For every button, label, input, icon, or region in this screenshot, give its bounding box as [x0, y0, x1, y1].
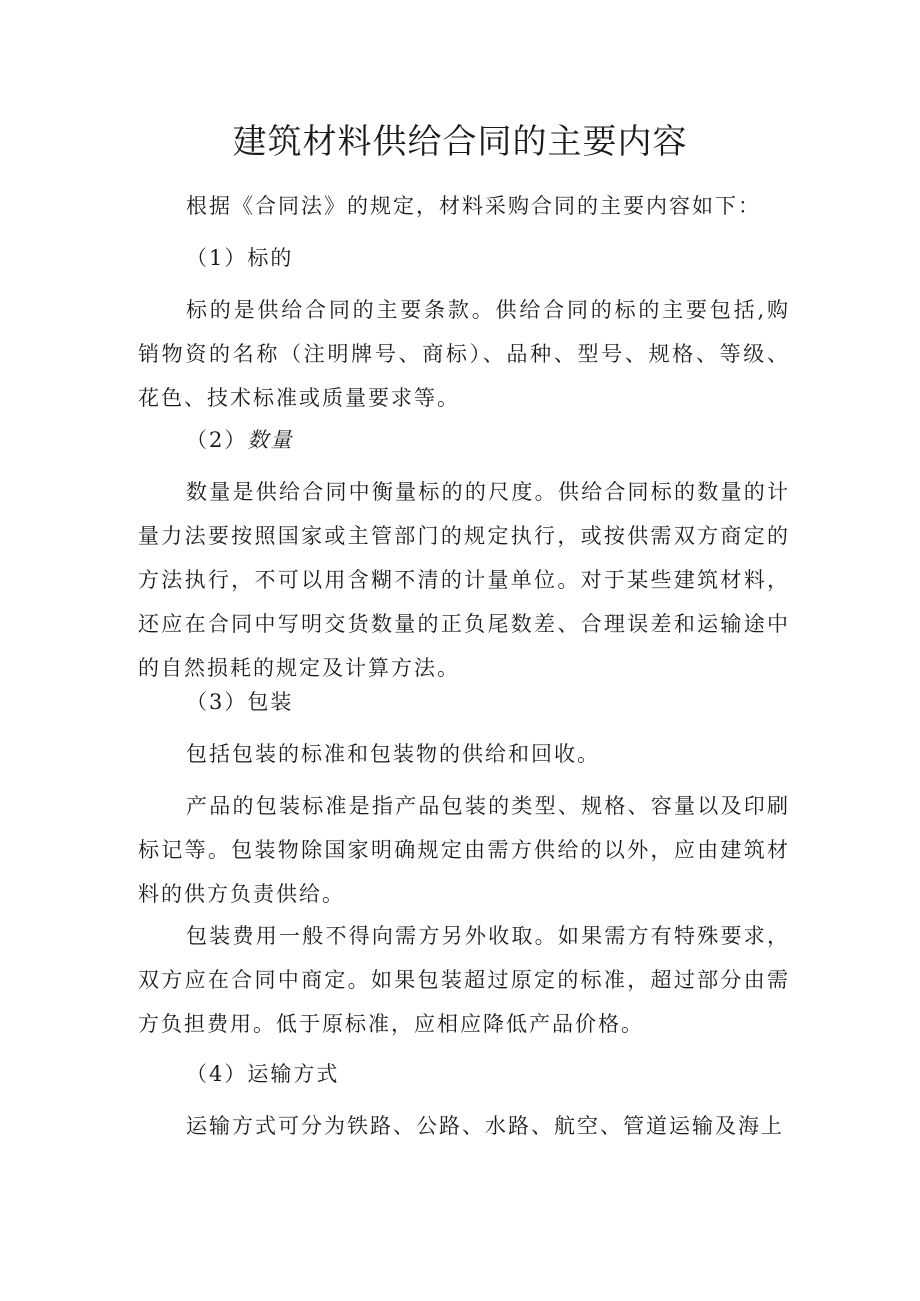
section-4-heading: （4）运输方式	[186, 1062, 340, 1086]
section-4-body: 运输方式可分为铁路、公路、水路、航空、管道运输及海上	[186, 1114, 784, 1138]
section-3-heading: （3）包装	[186, 690, 294, 714]
intro-paragraph: 根据《合同法》的规定，材料采购合同的主要内容如下：	[186, 194, 761, 218]
section-1-heading: （1）标的	[186, 246, 294, 270]
section-2-heading	[186, 418, 786, 462]
section-2-body: 数量是供给合同中衡量标的的尺度。供给合同标的数量的计量力法要按照国家或主管部门的规定执行，或按供需双方商定的方法执行，不可以用含糊不清的计量单位。对于某些建筑材料，还应在合同中写明交货数量的正负尾数差、合理误差和运输途中的自然损耗的规定及计算方法。	[138, 480, 790, 680]
section-2-heading-number: （2）	[186, 428, 248, 452]
section-1-body: 标的是供给合同的主要条款。供给合同的标的主要包括,购销物资的名称（注明牌号、商标）、品种、型号、规格、等级、花色、技术标准或质量要求等。	[138, 298, 790, 410]
section-3-body-3: 包装费用一般不得向需方另外收取。如果需方有特殊要求，双方应在合同中商定。如果包装超过原定的标准，超过部分由需方负担费用。低于原标准，应相应降低产品价格。	[138, 924, 790, 1036]
section-3-body-2: 产品的包装标准是指产品包装的类型、规格、容量以及印刷标记等。包装物除国家明确规定由需方供给的以外，应由建筑材料的供方负责供给。	[138, 794, 790, 906]
document-title: 建筑材料供给合同的主要内容	[232, 122, 688, 162]
section-3-body-1: 包括包装的标准和包装物的供给和回收。	[186, 742, 600, 766]
section-2-heading-text: 数量	[247, 428, 294, 452]
